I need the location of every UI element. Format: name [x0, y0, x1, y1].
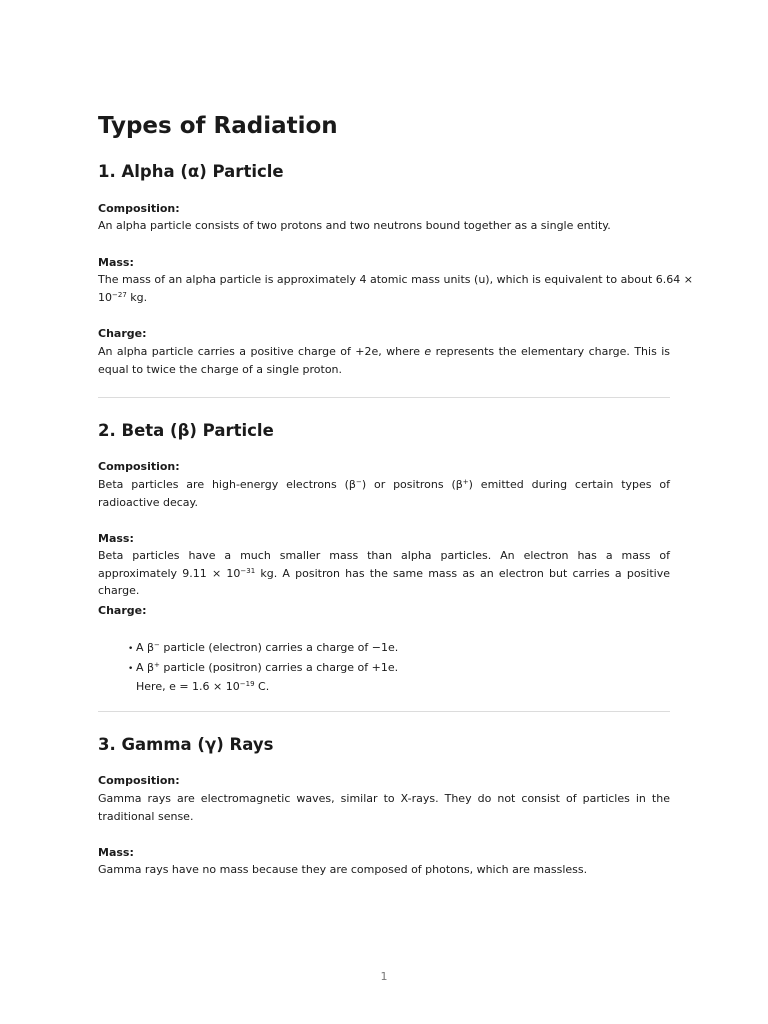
- alpha-mass-unit: kg.: [126, 290, 148, 304]
- alpha-charge-label: Charge:: [98, 327, 147, 340]
- alpha-charge-text-a: An alpha particle carries a positive charge of +2e, where: [98, 345, 425, 358]
- beta-composition-text: [98, 476, 670, 511]
- alpha-charge-text-b: represents the elementary charge. This is equal to twice the charge of a single proton.: [98, 345, 670, 376]
- beta-mass-text: [98, 547, 670, 600]
- gamma-mass-label: Mass:: [98, 846, 134, 859]
- section-heading-alpha: 1. Alpha (α) Particle: [98, 162, 284, 181]
- beta-charge-label: Charge:: [98, 604, 147, 617]
- alpha-composition-label: Composition:: [98, 202, 180, 215]
- note-exponent: −19: [239, 680, 255, 688]
- list-item: [128, 639, 398, 659]
- note-text-a: Here, e = 1.6 × 10: [136, 680, 240, 693]
- beta-minus-sign: −: [355, 478, 362, 486]
- section-heading-gamma: 3. Gamma (γ) Rays: [98, 735, 274, 754]
- page-title: Types of Radiation: [98, 113, 338, 139]
- bullet-sup: +: [154, 660, 160, 669]
- page-number: 1: [380, 970, 388, 983]
- gamma-composition-label: Composition:: [98, 774, 180, 787]
- alpha-mass-text: [98, 271, 694, 306]
- bullet-icon: •: [128, 644, 134, 654]
- gamma-mass-text: Gamma rays have no mass because they are composed of photons, which are massless.: [98, 863, 588, 876]
- beta-mass-label: Mass:: [98, 532, 134, 545]
- beta-composition-b: ) or positrons (β: [361, 478, 463, 491]
- alpha-charge-text: [98, 343, 670, 378]
- beta-mass-text-a: Beta particles have a much smaller mass than alpha particles. An electron has a mass of approximately 9.11 × 10: [98, 549, 670, 580]
- alpha-mass-label: Mass:: [98, 256, 134, 269]
- bullet-text-b: particle (positron) carries a charge of +1e.: [159, 660, 399, 674]
- section-divider: [98, 397, 670, 398]
- bullet-text-b: particle (electron) carries a charge of −1e.: [159, 641, 399, 654]
- alpha-mass-base: 10: [98, 290, 112, 304]
- bullet-text-a: A β: [136, 660, 155, 674]
- beta-composition-label: Composition:: [98, 460, 180, 473]
- section-divider: [98, 711, 670, 712]
- alpha-mass-exponent: −27: [112, 290, 127, 299]
- section-heading-beta: 2. Beta (β) Particle: [98, 421, 274, 440]
- beta-composition-a: Beta particles are high-energy electrons (β: [98, 478, 356, 491]
- alpha-charge-variable: e: [424, 345, 432, 358]
- alpha-mass-value: [98, 291, 147, 304]
- charge-note: [128, 678, 398, 696]
- list-item: [128, 659, 398, 679]
- alpha-mass-text-main: The mass of an alpha particle is approximately 4 atomic mass units (u), which is equivalent to about 6.64 ×: [98, 273, 694, 286]
- alpha-composition-text: An alpha particle consists of two protons and two neutrons bound together as a single entity.: [98, 219, 611, 232]
- note-text-b: C.: [254, 680, 270, 693]
- beta-mass-text-b: kg. A positron has the same mass as an electron but carries a positive charge.: [98, 566, 670, 597]
- beta-plus-sign: +: [462, 478, 469, 486]
- beta-composition-c: ) emitted during certain types of radioactive decay.: [98, 478, 670, 509]
- bullet-text-a: A β: [136, 641, 155, 654]
- bullet-icon: •: [128, 663, 134, 674]
- gamma-composition-text: Gamma rays are electromagnetic waves, similar to X-rays. They do not consist of particles in the traditional sense.: [98, 792, 670, 823]
- bullet-sup: −: [154, 641, 160, 649]
- beta-mass-exponent: −31: [240, 566, 256, 575]
- beta-charge-list: [128, 639, 398, 696]
